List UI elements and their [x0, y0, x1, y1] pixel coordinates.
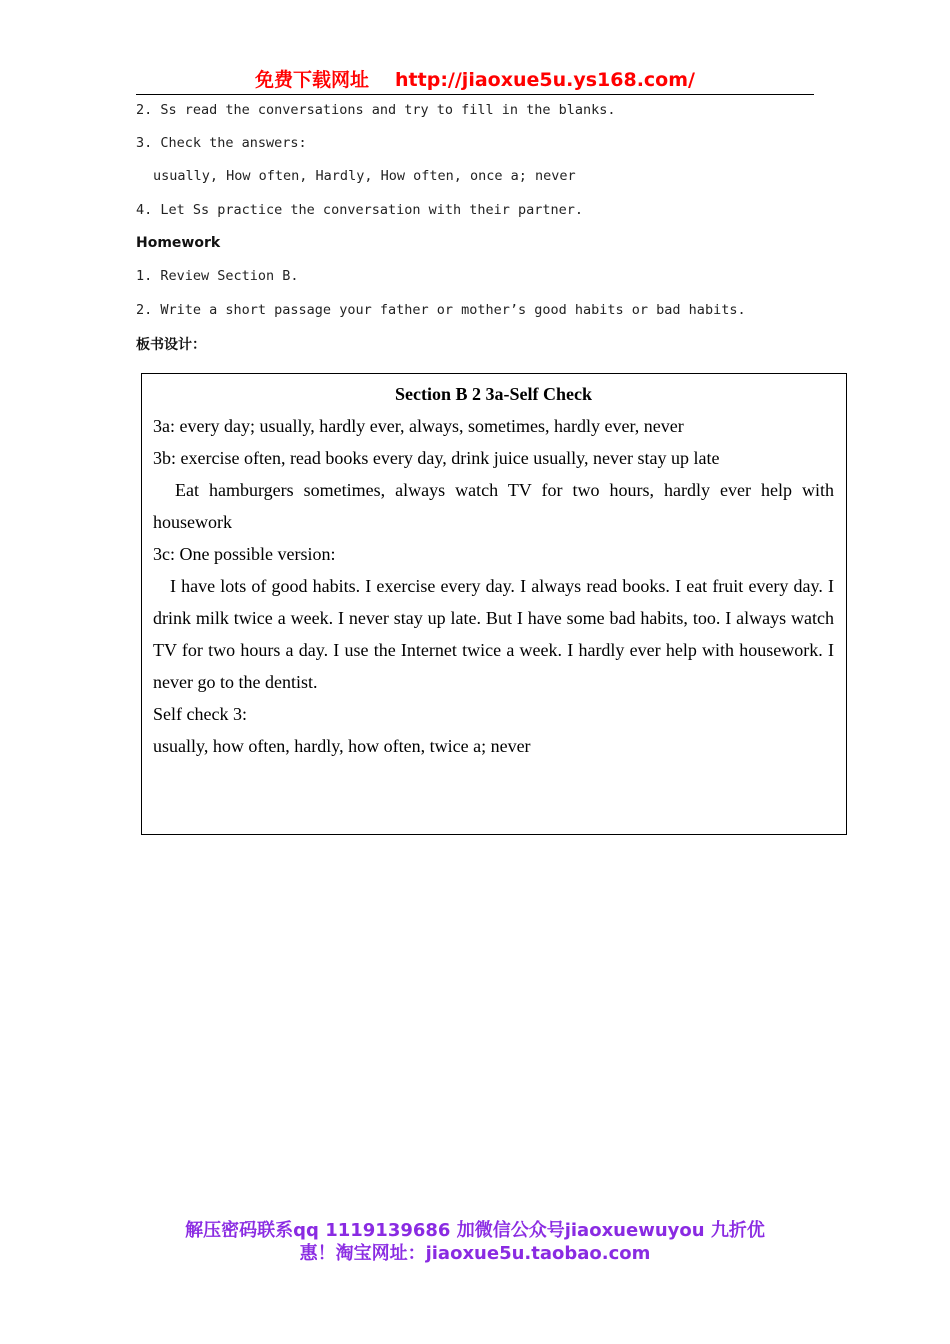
board-line-3b-continued: Eat hamburgers sometimes, always watch TV for two hours, hardly ever help with housework [153, 480, 834, 532]
self-check-answers: usually, how often, hardly, how often, twice a; never [153, 736, 531, 756]
board-title: Section B 2 3a-Self Check [395, 384, 592, 404]
site-url-link[interactable]: http://jiaoxue5u.ys168.com/ [395, 69, 695, 91]
board-design-heading: 板书设计： [136, 337, 206, 353]
step-3: 3. Check the answers: [136, 135, 307, 151]
board-line-3a: 3a: every day; usually, hardly ever, always, sometimes, hardly ever, never [153, 416, 684, 436]
board-line-3c: 3c: One possible version: [153, 544, 336, 564]
step-3-answers: usually, How often, Hardly, How often, once a; never [153, 168, 576, 184]
board-line-3b: 3b: exercise often, read books every day, drink juice usually, never stay up late [153, 448, 720, 468]
homework-item-2: 2. Write a short passage your father or mother’s good habits or bad habits. [136, 302, 746, 318]
board-sample-passage: I have lots of good habits. I exercise every day. I always read books. I eat fruit every day. I drink milk twice a week. I never stay up late. But I have some bad habits, too. I always watch TV for two hours a day. I use the Internet twice a week. I hardly ever help with housework. I never go to the dentist. [153, 576, 834, 692]
homework-item-1: 1. Review Section B. [136, 268, 299, 284]
homework-heading: Homework [136, 235, 221, 251]
footer-line-1: 解压密码联系qq 1119139686 加微信公众号jiaoxuewuyou 九折优 [185, 1220, 765, 1241]
board-design-box [141, 373, 847, 835]
self-check-label: Self check 3: [153, 704, 247, 724]
site-label: 免费下载网址 [255, 69, 370, 91]
page-header [136, 66, 814, 95]
footer-line-2: 惠！淘宝网址：jiaoxue5u.taobao.com [299, 1243, 651, 1264]
step-2: 2. Ss read the conversations and try to fill in the blanks. [136, 102, 616, 118]
step-4: 4. Let Ss practice the conversation with their partner. [136, 202, 584, 218]
